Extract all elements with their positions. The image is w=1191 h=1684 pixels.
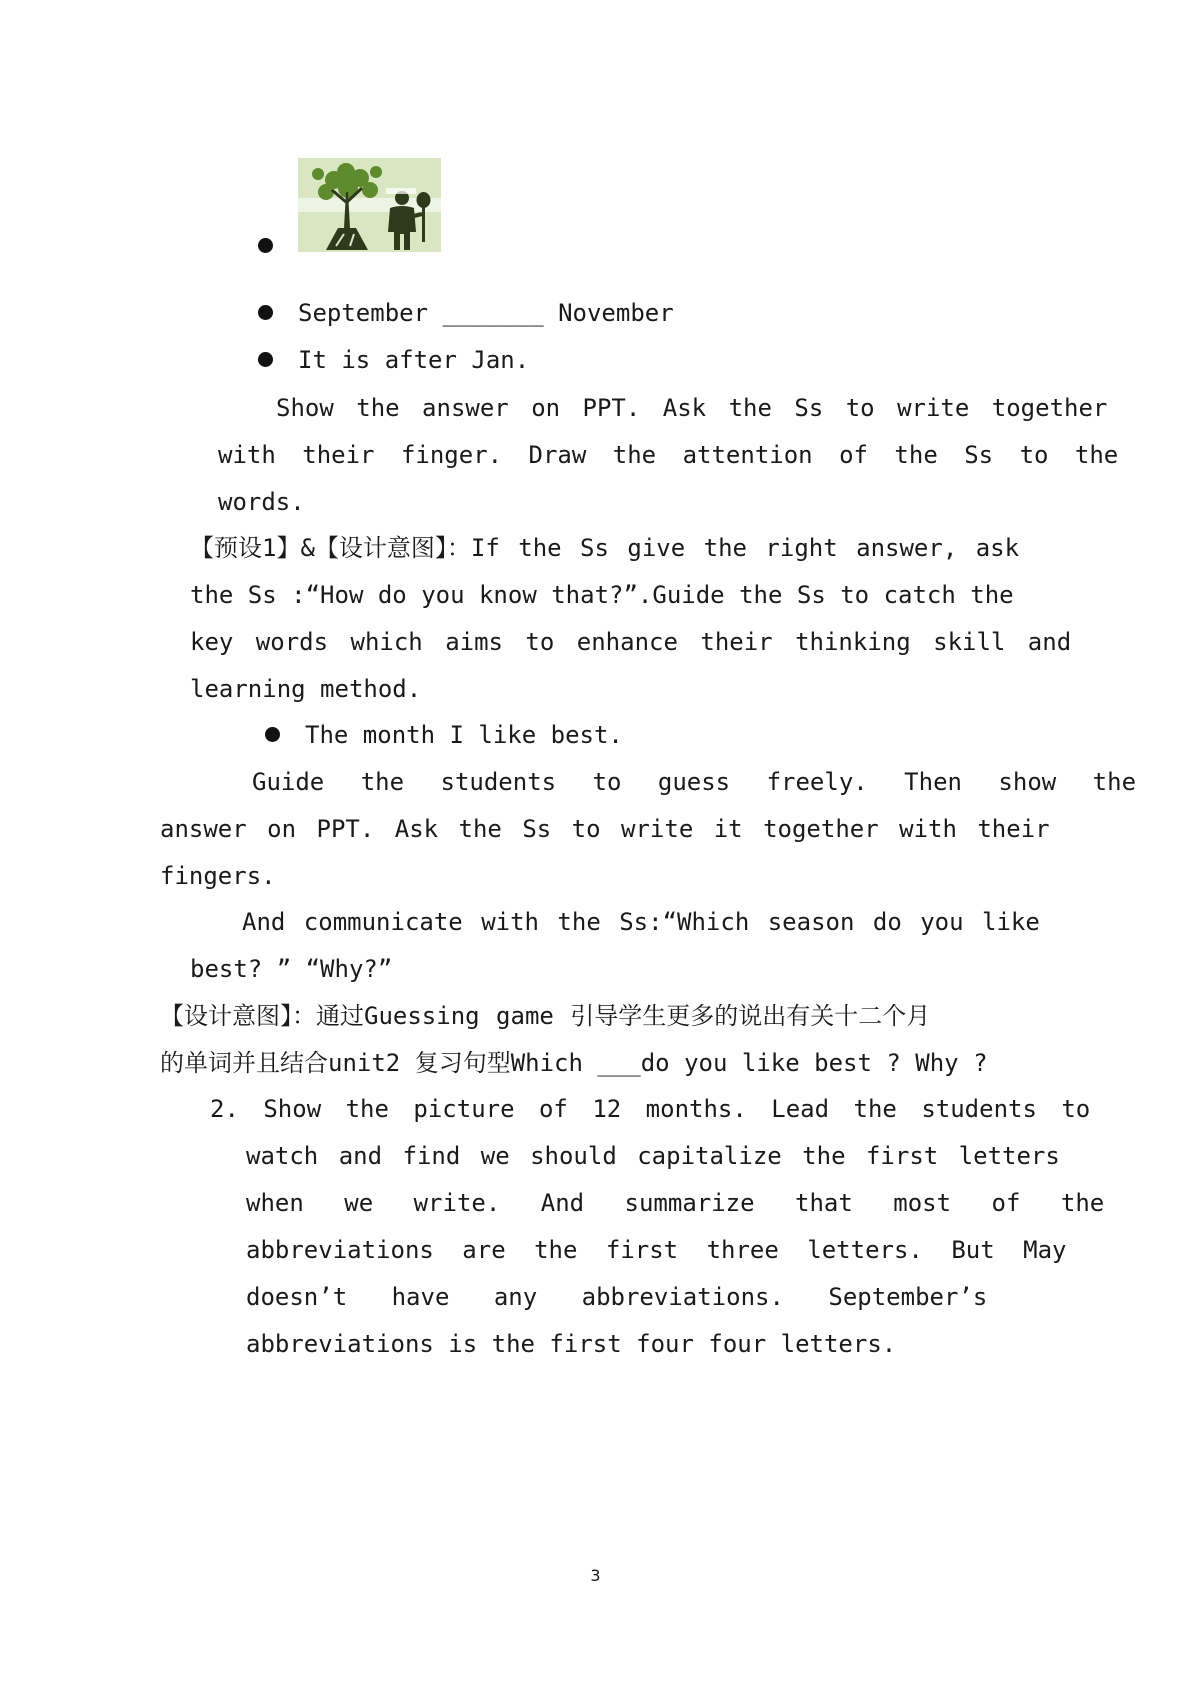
text-line-content: Show the answer on PPT. Ask the Ss to write together [276,394,1108,422]
text-line: fingers. [160,862,276,890]
bullet-text: It is after Jan. [298,346,530,374]
numbered-item-line: 2. Show the picture of 12 months. Lead the students to [210,1095,1091,1123]
numbered-item-line: watch and find we should capitalize the first letters [246,1142,1060,1170]
design-intent-line: 【预设1】&【设计意图】：If the Ss give the right answer, ask [190,534,1020,562]
text-line: best? ” “Why?” [190,955,393,983]
bullet-dot [258,352,273,367]
bullet-dot [265,727,280,742]
numbered-item-line: when we write. And summarize that most of the [246,1189,1105,1217]
design-intent-line: key words which aims to enhance their thinking skill and [190,628,1072,656]
tree-planting-picture [298,158,441,252]
text-line: Guide the students to guess freely. Then show the [252,768,1137,796]
design-intent-line: 【设计意图】：通过Guessing game 引导学生更多的说出有关十二个月 [160,1002,931,1030]
numbered-item-line: doesn’t have any abbreviations. September’s [246,1283,988,1311]
bullet-text: The month I like best. [305,721,623,749]
text-line: answer on PPT. Ask the Ss to write it together with their [160,815,1050,843]
numbered-item-line: abbreviations are the first three letters. But May [246,1236,1067,1264]
bullet-text: September _______ November [298,299,674,327]
design-intent-line: the Ss :“How do you know that?”.Guide the Ss to catch the [190,581,1014,609]
numbered-item-line: abbreviations is the first four four letters. [246,1330,897,1358]
text-line: words. [218,488,305,516]
text-line [276,393,1108,423]
bullet-dot [258,305,273,320]
text-line: with their finger. Draw the attention of the Ss to the [218,441,1119,469]
design-intent-line: learning method. [190,675,422,703]
page-number: 3 [590,1566,601,1585]
design-intent-line: 的单词并且结合unit2 复习句型Which ___do you like best ? Why ? [160,1049,988,1077]
text-line: And communicate with the Ss:“Which season do you like [242,908,1040,936]
bullet-dot [258,238,273,253]
